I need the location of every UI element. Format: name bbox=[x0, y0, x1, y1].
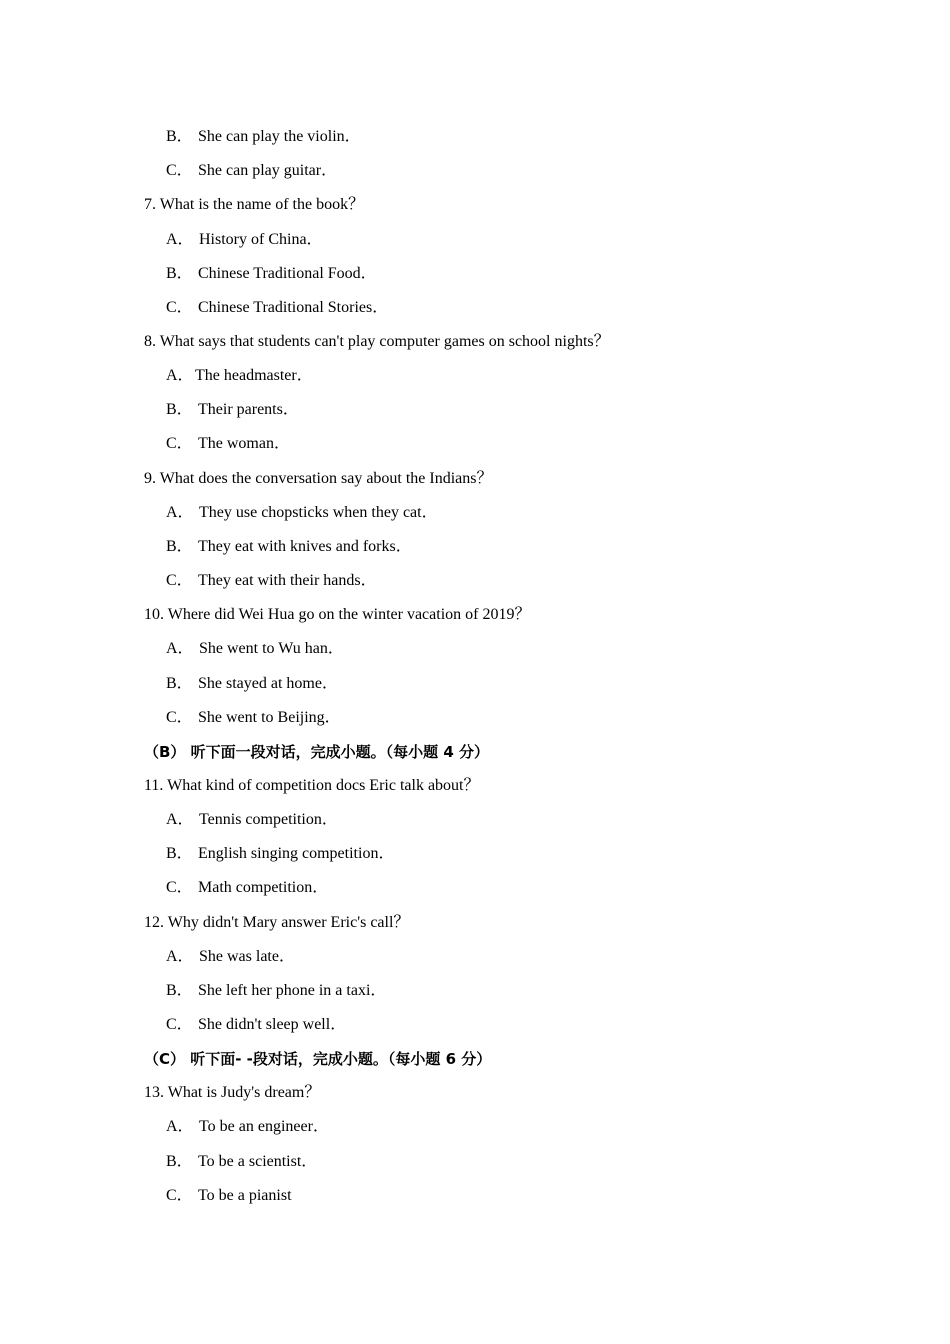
option-letter: C． bbox=[166, 572, 193, 589]
option-letter: C． bbox=[166, 162, 193, 179]
option-8a bbox=[166, 366, 313, 386]
option-text: She can play guitar． bbox=[198, 162, 338, 179]
option-text: She stayed at home． bbox=[198, 675, 338, 692]
option-9c bbox=[166, 571, 377, 591]
option-11a bbox=[166, 810, 338, 830]
option-letter: B． bbox=[166, 401, 193, 418]
question-7: 7. What is the name of the book？ bbox=[144, 196, 365, 213]
option-text: History of China． bbox=[199, 231, 323, 248]
option-11c bbox=[166, 878, 328, 898]
option-text: The headmaster． bbox=[195, 367, 313, 384]
question-9: 9. What does the conversation say about the Indians？ bbox=[144, 470, 493, 487]
option-text: English singing competition． bbox=[198, 845, 395, 862]
option-9a bbox=[166, 503, 438, 523]
section-heading-c: （C） 听下面- -段对话，完成小题。（每小题 6 分） bbox=[144, 1050, 492, 1068]
question-13: 13. What is Judy's dream？ bbox=[144, 1084, 321, 1101]
option-letter: C． bbox=[166, 879, 193, 896]
option-text: She went to Beijing． bbox=[198, 709, 341, 726]
option-12a bbox=[166, 947, 295, 967]
option-text: To be a scientist． bbox=[198, 1153, 318, 1170]
option-text: She left her phone in a taxi． bbox=[198, 982, 387, 999]
option-9b bbox=[166, 537, 412, 557]
option-text: They eat with knives and forks． bbox=[198, 538, 412, 555]
option-6c bbox=[166, 161, 337, 181]
option-10a bbox=[166, 639, 344, 659]
question-12: 12. Why didn't Mary answer Eric's call？ bbox=[144, 914, 410, 931]
option-letter: C． bbox=[166, 1187, 193, 1204]
option-letter: B． bbox=[166, 982, 193, 999]
option-text: Their parents． bbox=[198, 401, 299, 418]
option-letter: A． bbox=[166, 367, 194, 384]
option-letter: C． bbox=[166, 299, 193, 316]
option-11b bbox=[166, 844, 394, 864]
option-text: She can play the violin． bbox=[198, 128, 361, 145]
option-text: To be an engineer． bbox=[199, 1118, 329, 1135]
option-13c bbox=[166, 1186, 292, 1206]
option-text: Tennis competition． bbox=[199, 811, 338, 828]
option-7b bbox=[166, 264, 377, 284]
option-text: They eat with their hands． bbox=[198, 572, 377, 589]
option-letter: C． bbox=[166, 1016, 193, 1033]
option-7a bbox=[166, 230, 323, 250]
option-letter: A． bbox=[166, 640, 194, 657]
option-text: The woman． bbox=[198, 435, 290, 452]
option-letter: B． bbox=[166, 845, 193, 862]
section-heading-b: （B） 听下面一段对话，完成小题。（每小题 4 分） bbox=[144, 743, 490, 761]
option-letter: A． bbox=[166, 231, 194, 248]
option-letter: A． bbox=[166, 504, 194, 521]
option-letter: C． bbox=[166, 435, 193, 452]
option-10c bbox=[166, 708, 341, 728]
option-12b bbox=[166, 981, 386, 1001]
option-text: She didn't sleep well． bbox=[198, 1016, 347, 1033]
option-text: Math competition． bbox=[198, 879, 329, 896]
question-8: 8. What says that students can't play computer games on school nights？ bbox=[144, 333, 610, 350]
option-letter: A． bbox=[166, 811, 194, 828]
option-letter: B． bbox=[166, 128, 193, 145]
option-letter: B． bbox=[166, 538, 193, 555]
option-8c bbox=[166, 434, 290, 454]
option-text: Chinese Traditional Stories． bbox=[198, 299, 389, 316]
option-12c bbox=[166, 1015, 346, 1035]
option-letter: A． bbox=[166, 948, 194, 965]
option-letter: A． bbox=[166, 1118, 194, 1135]
option-letter: B． bbox=[166, 675, 193, 692]
option-13a bbox=[166, 1117, 329, 1137]
option-text: She went to Wu han． bbox=[199, 640, 344, 657]
question-11: 11. What kind of competition docs Eric talk about？ bbox=[144, 777, 480, 794]
option-letter: B． bbox=[166, 265, 193, 282]
option-13b bbox=[166, 1152, 317, 1172]
option-text: They use chopsticks when they cat． bbox=[199, 504, 438, 521]
question-10: 10. Where did Wei Hua go on the winter vacation of 2019？ bbox=[144, 606, 531, 623]
option-8b bbox=[166, 400, 299, 420]
option-text: Chinese Traditional Food． bbox=[198, 265, 377, 282]
option-6b bbox=[166, 127, 361, 147]
option-letter: C． bbox=[166, 709, 193, 726]
option-letter: B． bbox=[166, 1153, 193, 1170]
option-10b bbox=[166, 674, 338, 694]
option-text: To be a pianist bbox=[198, 1187, 292, 1204]
option-text: She was late． bbox=[199, 948, 295, 965]
option-7c bbox=[166, 298, 388, 318]
